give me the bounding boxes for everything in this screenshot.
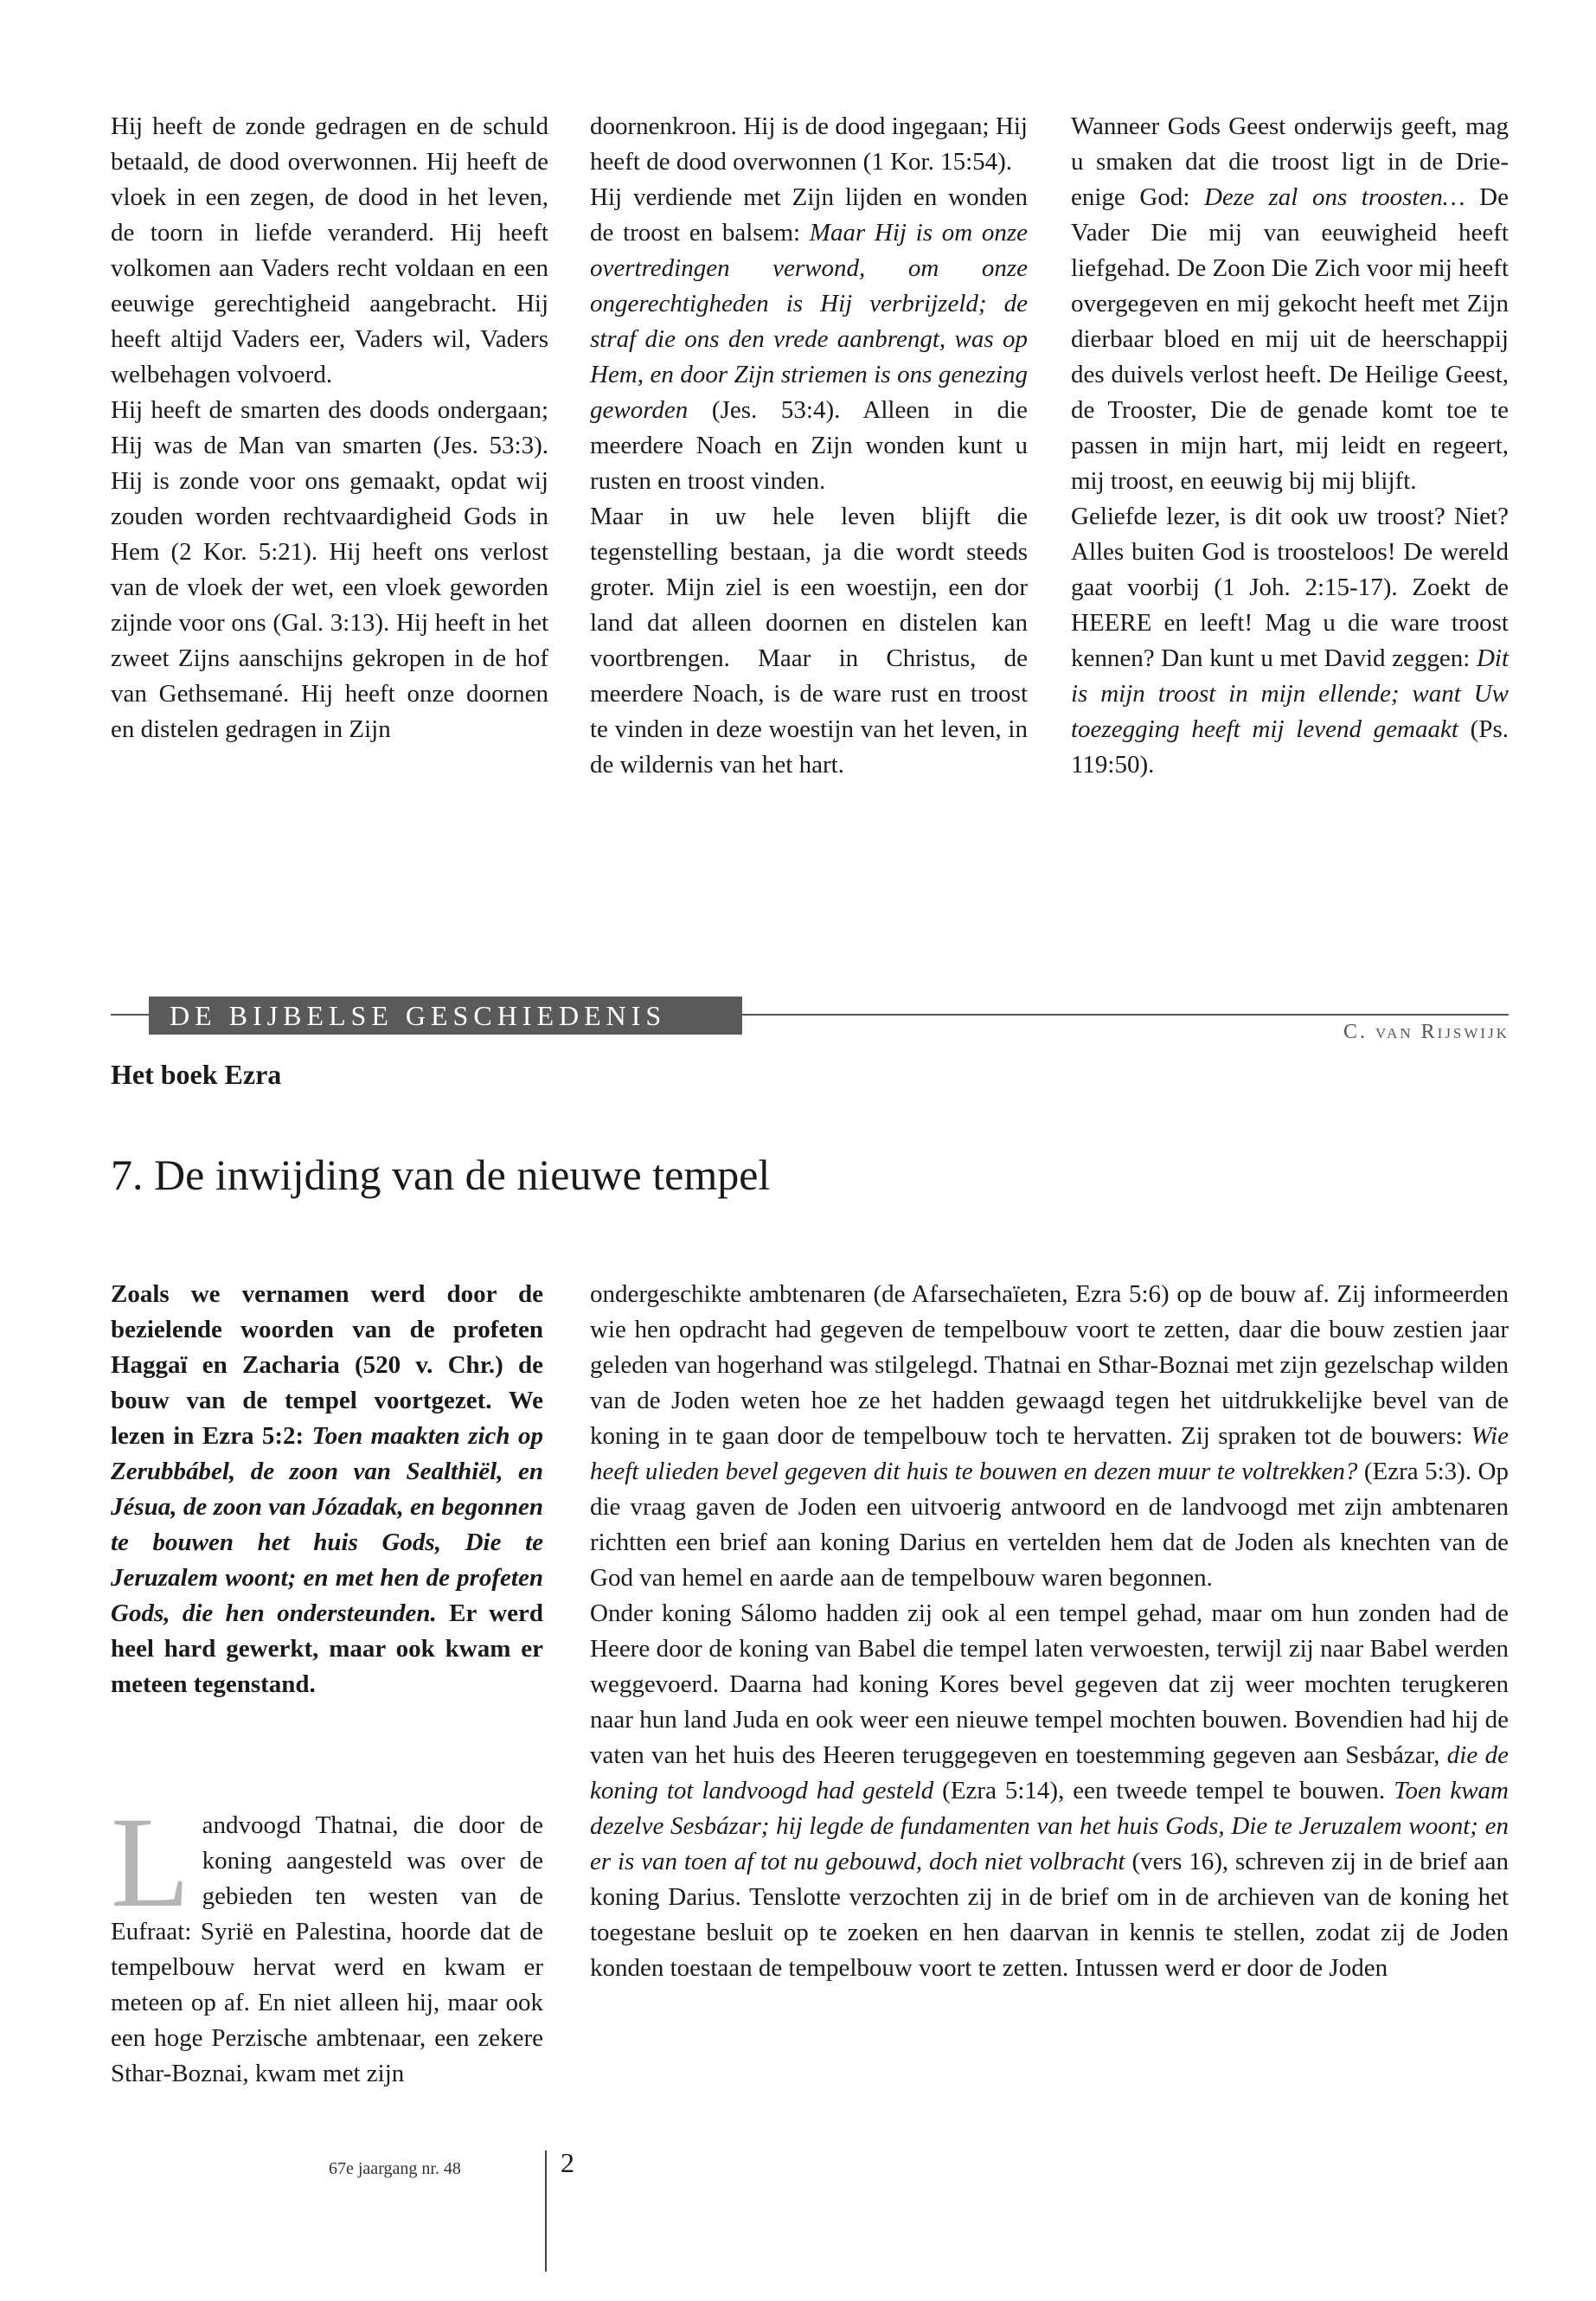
paragraph	[590, 1277, 1509, 1596]
text: Wanneer Gods Geest onderwijs geeft, mag u smaken dat die troost ligt in de Drie-enige God:	[1071, 112, 1509, 211]
top-column-1	[111, 109, 548, 747]
text: (Ezra 5:3). Op die vraag gaven de Joden een uitvoerig antwoord en de landvoogd met zijn ambtenaren richtten een brief aan koning Darius en vertelden hem dat de Joden als knechten van de God van hemel en aarde aan de tempelbouw waren begonnen.	[590, 1458, 1509, 1592]
paragraph	[590, 180, 1028, 499]
footer-divider	[545, 2150, 547, 2272]
text: De Vader Die mij van eeuwigheid heeft liefgehad. De Zoon Die Zich voor mij heeft overgegeven en mij gekocht heeft met Zijn dierbaar bloed en mij uit de heerschappij des duivels verlost heeft. De Heilige Geest, de Trooster, Die de genade komt toe te passen in mijn hart, mij leidt en regeert, mij troost, en eeuwig bij mij blijft.	[1071, 183, 1509, 495]
text: Hij verdiende met Zijn lijden en wonden de troost en balsem:	[590, 183, 1028, 247]
paragraph: doornenkroon. Hij is de dood ingegaan; Hij heeft de dood overwonnen (1 Kor. 15:54).	[590, 112, 1028, 176]
scripture-quote: Deze zal ons troosten…	[1203, 183, 1465, 211]
scripture-quote: Dit is mijn troost in mijn ellende; want Uw toezegging heeft mij levend gemaakt	[1071, 644, 1509, 743]
paragraph	[1071, 109, 1509, 499]
intro-paragraph	[111, 1277, 543, 1702]
text: (Ezra 5:14), een tweede tempel te bouwen.	[933, 1777, 1394, 1804]
top-column-3	[1071, 109, 1509, 783]
text: Zoals we vernamen werd door de bezielende woorden van de profeten Haggaï en Zacharia (520 v. Chr.) de bouw van de tempel voortgezet. We lezen in Ezra 5:2:	[111, 1280, 543, 1450]
issue-info: 67e jaargang nr. 48	[329, 2159, 461, 2178]
paragraph	[590, 1596, 1509, 1986]
text: Onder koning Sálomo hadden zij ook al een tempel gehad, maar om hun zonden had de Heere door de koning van Babel die tempel laten verwoesten, terwijl zij naar Babel werden weggevoerd. Daarna had koning Kores bevel gegeven dat zij weer mochten terugkeren naar hun land Juda en ook weer een nieuwe tempel mochten bouwen. Bovendien had hij de vaten van het huis des Heeren teruggegeven en toestemming gegeven aan Sesbázar,	[590, 1599, 1509, 1769]
article-title: 7. De inwijding van de nieuwe tempel	[111, 1150, 771, 1199]
paragraph: Hij heeft de zonde gedragen en de schuld betaald, de dood overwonnen. Hij heeft de vloek in een zegen, de dood in het leven, de toorn in liefde veranderd. Hij heeft volkomen aan Vaders recht voldaan en een eeuwige gerechtigheid aangebracht. Hij heeft altijd Vaders eer, Vaders wil, Vaders welbehagen volvoerd.	[111, 112, 548, 388]
top-column-2	[590, 109, 1028, 783]
text: (Jes. 53:4). Alleen in die meerdere Noach en Zijn wonden kunt u rusten en troost vinden.	[590, 396, 1028, 495]
paragraph	[1071, 499, 1509, 783]
drop-cap: L	[111, 1791, 190, 1934]
scripture-quote: Wie heeft ulieden bevel gegeven dit huis te bouwen en dezen muur te voltrekken?	[590, 1422, 1509, 1485]
text: ondergeschikte ambtenaren (de Afarsechaïeten, Ezra 5:6) op de bouw af. Zij informeerden wie hen opdracht had gegeven de tempelbouw voort te zetten, daar die bouw zestien jaar geleden van hogerhand was stilgelegd. Thatnai en Sthar-Boznai met zijn gezelschap wilden van de Joden weten hoe ze het hadden gewaagd tegen het uitdrukkelijke bevel van de koning in te gaan door de tempelbouw toch te hervatten. Zij spraken tot de bouwers:	[590, 1280, 1509, 1450]
text: Er werd heel hard gewerkt, maar ook kwam er meteen tegenstand.	[111, 1599, 543, 1698]
scripture-quote: Toen kwam dezelve Sesbázar; hij legde de fundamenten van het huis Gods, Die te Jeruzalem woont; en er is van toen af tot nu gebouwd, doch niet volbracht	[590, 1777, 1509, 1875]
paragraph: Maar in uw hele leven blijft die tegenstelling bestaan, ja die wordt steeds groter. Mijn ziel is een woestijn, een dor land dat alleen doornen en distelen kan voortbrengen. Maar in Christus, de meerdere Noach, is de ware rust en troost te vinden in deze woestijn van het leven, in de wildernis van het hart.	[590, 503, 1028, 779]
scripture-quote: die de koning tot landvoogd had gesteld	[590, 1741, 1509, 1804]
text: Geliefde lezer, is dit ook uw troost? Niet? Alles buiten God is troosteloos! De wereld gaat voorbij (1 Joh. 2:15-17). Zoekt de HEERE en leeft! Mag u die ware troost kennen? Dan kunt u met David zeggen:	[1071, 503, 1509, 672]
text: (Ps. 119:50).	[1071, 715, 1509, 779]
scripture-quote: Maar Hij is om onze overtredingen verwond, om onze ongerechtigheden is Hij verbrijzeld; de straf die ons den vrede aanbrengt, was op Hem, en door Zijn striemen is ons genezing geworden	[590, 219, 1028, 424]
section-banner: DE BIJBELSE GESCHIEDENIS	[149, 997, 742, 1035]
scripture-quote: Toen maakten zich op Zerubbábel, de zoon van Sealthiël, en Jésua, de zoon van Józadak, en begonnen te bouwen het huis Gods, Die te Jeruzalem woont; en met hen de profeten Gods, die hen ondersteunden.	[111, 1422, 543, 1627]
text: (vers 16), schreven zij in de brief aan koning Darius. Tenslotte verzochten zij in de brief om in de archieven van de koning het toegestane besluit op te zoeken en hen daarvan in kennis te stellen, zodat zij de Joden konden toestaan de tempelbouw voort te zetten. Intussen werd er door de Joden	[590, 1848, 1509, 1982]
body-left-column	[111, 1791, 543, 2092]
text: andvoogd Thatnai, die door de koning aangesteld was over de gebieden ten westen van de Eufraat: Syrië en Palestina, hoorde dat de tempelbouw hervat werd en kwam er meteen op af. En niet alleen hij, maar ook een hoge Perzische ambtenaar, een zekere Sthar-Boznai, kwam met zijn	[111, 1811, 543, 2087]
paragraph: Hij heeft de smarten des doods ondergaan; Hij was de Man van smarten (Jes. 53:3). Hij is zonde voor ons gemaakt, opdat wij zouden worden rechtvaardigheid Gods in Hem (2 Kor. 5:21). Hij heeft ons verlost van de vloek der wet, een vloek geworden zijnde voor ons (Gal. 3:13). Hij heeft in het zweet Zijns aanschijns gekropen in de hof van Gethsemané. Hij heeft onze doornen en distelen gedragen in Zijn	[111, 396, 548, 743]
page-number: 2	[561, 2147, 574, 2178]
body-right-column	[590, 1277, 1509, 1986]
author-name: C. van Rijswijk	[1343, 1021, 1509, 1043]
book-title: Het boek Ezra	[111, 1059, 282, 1090]
